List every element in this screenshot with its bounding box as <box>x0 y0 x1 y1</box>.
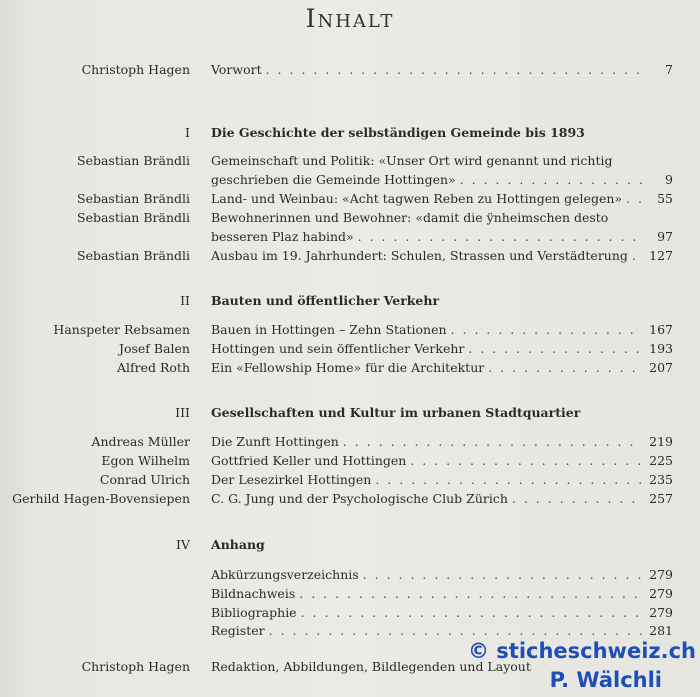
section-title: Anhang <box>211 537 265 552</box>
entry-title-cont: geschrieben die Gemeinde Hottingen» <box>211 172 456 187</box>
page-number: 219 <box>649 434 673 449</box>
entry-author: Sebastian Brändli <box>77 248 190 263</box>
section-number: III <box>175 405 190 420</box>
entry-title: Land- und Weinbau: «Acht tagwen Reben zu Hottingen gelegen» <box>211 191 623 206</box>
toc-row-cont <box>0 227 700 246</box>
page-title: Inhalt <box>305 4 395 33</box>
entry-author: Andreas Müller <box>91 434 190 449</box>
leader-dots <box>343 432 643 451</box>
page-number: 281 <box>649 623 673 638</box>
page-number: 7 <box>665 62 673 77</box>
entry-author: Josef Balen <box>118 341 190 356</box>
leader-dots <box>512 489 643 508</box>
toc-row <box>0 208 700 227</box>
entry-title: Register <box>211 623 265 638</box>
toc-row <box>0 189 700 208</box>
toc-row <box>0 339 700 358</box>
entry-author: Sebastian Brändli <box>77 153 190 168</box>
entry-author: Gerhild Hagen-Bovensiepen <box>12 491 190 506</box>
leader-dots <box>626 189 643 208</box>
entry-author: Sebastian Brändli <box>77 210 190 225</box>
section-number: I <box>185 125 190 140</box>
toc-row <box>0 451 700 470</box>
entry-title: Hottingen und sein öffentlicher Verkehr <box>211 341 465 356</box>
toc-row <box>0 621 700 640</box>
watermark-line-2: P. Wälchli <box>549 668 662 692</box>
watermark-line-1: © sticheschweiz.ch <box>467 639 696 663</box>
section-title: Die Geschichte der selbständigen Gemeinde bis 1893 <box>211 125 585 140</box>
page-number: 279 <box>649 586 673 601</box>
leader-dots <box>451 320 643 339</box>
page-number: 97 <box>657 229 673 244</box>
toc-row <box>0 358 700 377</box>
entry-title: Redaktion, Abbildungen, Bildlegenden und Layout <box>211 659 531 674</box>
toc-row <box>0 320 700 339</box>
section-heading <box>0 403 700 422</box>
leader-dots <box>410 451 643 470</box>
page-number: 279 <box>649 567 673 582</box>
entry-title: Bewohnerinnen und Bewohner: «damit die ÿnheimschen desto <box>211 210 609 225</box>
entry-title: Bauen in Hottingen – Zehn Stationen <box>211 322 447 337</box>
entry-author: Conrad Ulrich <box>99 472 190 487</box>
leader-dots <box>299 584 643 603</box>
leader-dots <box>266 60 643 79</box>
entry-author: Egon Wilhelm <box>101 453 190 468</box>
entry-title: Bibliographie <box>211 605 297 620</box>
section-title: Bauten und öffentlicher Verkehr <box>211 293 440 308</box>
section-heading <box>0 535 700 554</box>
leader-dots <box>358 227 643 246</box>
leader-dots <box>269 621 643 640</box>
entry-title: Gottfried Keller und Hottingen <box>211 453 407 468</box>
page-number: 225 <box>649 453 673 468</box>
leader-dots <box>632 246 643 265</box>
entry-title: Vorwort . . . 7 <box>211 60 673 79</box>
leader-dots <box>301 603 643 622</box>
page-number: 257 <box>649 491 673 506</box>
section-heading <box>0 291 700 310</box>
entry-author: Christoph Hagen <box>81 62 190 77</box>
toc-row <box>0 584 700 603</box>
leader-dots <box>363 565 643 584</box>
toc-row <box>0 432 700 451</box>
entry-title: Die Zunft Hottingen <box>211 434 339 449</box>
page-number: 167 <box>649 322 673 337</box>
toc-row <box>0 470 700 489</box>
section-heading <box>0 123 700 142</box>
entry-title: Gemeinschaft und Politik: «Unser Ort wird genannt und richtig <box>211 153 613 168</box>
entry-author: Hanspeter Rebsamen <box>53 322 190 337</box>
page-number: 193 <box>649 341 673 356</box>
entry-author: Sebastian Brändli <box>77 191 190 206</box>
leader-dots <box>488 358 643 377</box>
page-number: 9 <box>665 172 673 187</box>
section-number: IV <box>176 537 190 552</box>
section-title: Gesellschaften und Kultur im urbanen Stadtquartier <box>211 405 581 420</box>
entry-title: Abkürzungsverzeichnis <box>211 567 359 582</box>
section-number: II <box>180 293 190 308</box>
toc-row <box>0 489 700 508</box>
page-number: 279 <box>649 605 673 620</box>
leader-dots <box>460 170 643 189</box>
entry-title: Ein «Fellowship Home» für die Architektur <box>211 360 485 375</box>
toc-row-preface <box>0 60 700 79</box>
toc-row <box>0 565 700 584</box>
toc-row <box>0 603 700 622</box>
page-number: 235 <box>649 472 673 487</box>
entry-author: Alfred Roth <box>116 360 190 375</box>
page-number: 127 <box>649 248 673 263</box>
page-number: 207 <box>649 360 673 375</box>
entry-title: Bildnachweis <box>211 586 296 601</box>
toc-row-cont <box>0 170 700 189</box>
entry-author: Christoph Hagen <box>81 659 190 674</box>
entry-title: C. G. Jung und der Psychologische Club Zürich <box>211 491 508 506</box>
toc-row <box>0 151 700 170</box>
toc-row <box>0 246 700 265</box>
entry-title: Ausbau im 19. Jahrhundert: Schulen, Strassen und Verstädterung <box>211 248 628 263</box>
page-number: 55 <box>657 191 673 206</box>
leader-dots <box>468 339 643 358</box>
leader-dots <box>375 470 643 489</box>
entry-title: Der Lesezirkel Hottingen <box>211 472 372 487</box>
entry-title-cont: besseren Plaz habind» <box>211 229 354 244</box>
